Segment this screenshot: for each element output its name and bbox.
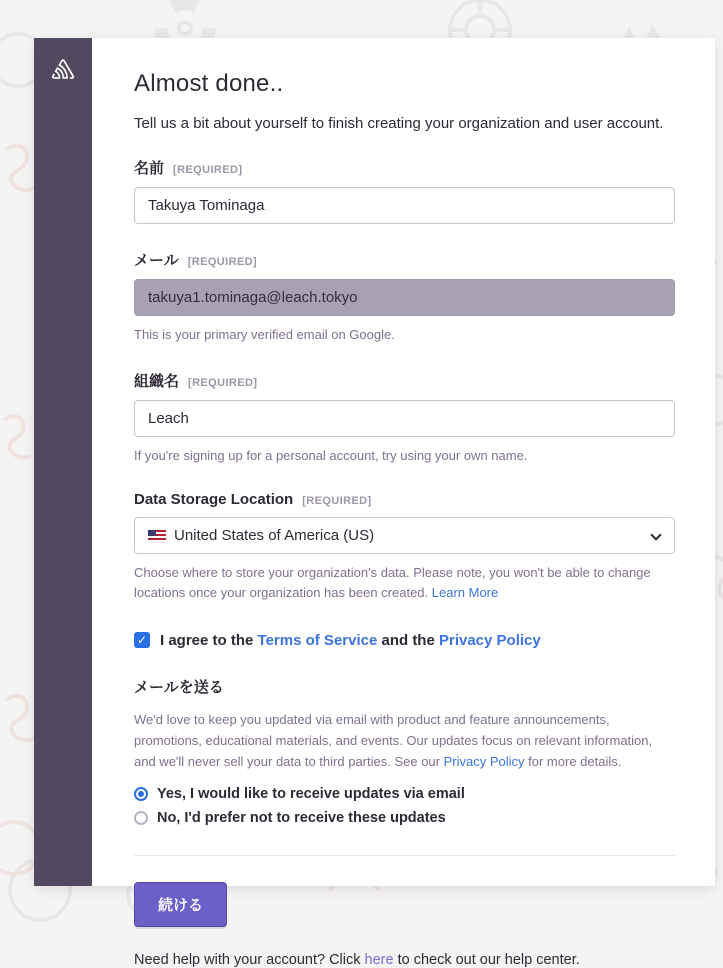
sidebar [34, 38, 92, 886]
footer-help-prefix: Need help with your account? Click [134, 951, 365, 968]
page-subtitle: Tell us a bit about yourself to finish creating your organization and user account. [134, 115, 664, 132]
data-storage-help-text [134, 563, 675, 603]
radio-option-no[interactable] [134, 810, 675, 826]
data-storage-selected-option: United States of America (US) [174, 527, 375, 545]
terms-agreement-row [134, 632, 675, 649]
terms-of-service-link[interactable]: Terms of Service [257, 631, 378, 649]
email-required-tag: [REQUIRED] [187, 256, 258, 268]
radio-no-label: No, I'd prefer not to receive these updates [157, 809, 446, 826]
organization-field-label: 組織名 [134, 373, 180, 391]
page-title: Almost done.. [134, 70, 284, 97]
organization-help-text: If you're signing up for a personal account, try using your own name. [134, 448, 528, 464]
data-storage-select[interactable] [134, 517, 675, 554]
name-required-tag: [REQUIRED] [173, 164, 243, 176]
updates-desc-body: We'd love to keep you updated via email with product and feature announcements, promotions, educational materials, and events. Our updates focus on relevant information, and we'll never sell your data to third parties. See our [134, 711, 653, 770]
help-center-link[interactable]: here [364, 951, 394, 968]
data-storage-help-body: Choose where to store your organization's data. Please note, you won't be able to change locations once your organization has been created. [134, 565, 651, 601]
email-help-text: This is your primary verified email on Google. [134, 327, 395, 342]
name-field-label: 名前 [134, 160, 165, 177]
email-updates-heading: メールを送る [134, 678, 224, 696]
organization-input[interactable] [134, 400, 675, 437]
email-input [134, 279, 675, 316]
field-organization [134, 370, 675, 466]
radio-option-yes[interactable] [134, 786, 675, 802]
agree-text-middle: and the [377, 631, 439, 649]
organization-required-tag: [REQUIRED] [188, 377, 258, 390]
sentry-logo-icon [47, 54, 79, 89]
onboarding-panel [34, 38, 715, 968]
updates-privacy-policy-link[interactable]: Privacy Policy [443, 754, 525, 770]
field-email [134, 249, 675, 345]
divider [134, 855, 675, 856]
continue-button[interactable]: 続ける [134, 882, 227, 927]
radio-no-icon [134, 811, 148, 825]
agree-text [160, 632, 541, 649]
form-card [92, 38, 715, 968]
data-storage-field-label: Data Storage Location [134, 491, 294, 509]
radio-yes-label: Yes, I would like to receive updates via email [157, 785, 465, 802]
agree-checkbox[interactable] [134, 632, 150, 648]
data-storage-required-tag: [REQUIRED] [302, 495, 372, 508]
check-icon: ✓ [136, 633, 148, 648]
field-data-storage [134, 491, 675, 603]
email-updates-description [134, 709, 675, 773]
name-input[interactable] [134, 187, 675, 224]
updates-desc-tail: for more details. [524, 754, 622, 770]
privacy-policy-link[interactable]: Privacy Policy [438, 631, 541, 649]
footer-help-text [134, 952, 675, 968]
learn-more-link[interactable]: Learn More [431, 585, 499, 601]
us-flag-icon [148, 530, 166, 542]
agree-text-prefix: I agree to the [160, 631, 258, 649]
email-field-label: メール [134, 252, 179, 269]
chevron-down-icon [650, 530, 661, 541]
radio-yes-icon [134, 787, 148, 801]
footer-help-suffix: to check out our help center. [393, 951, 580, 968]
field-name [134, 157, 675, 224]
